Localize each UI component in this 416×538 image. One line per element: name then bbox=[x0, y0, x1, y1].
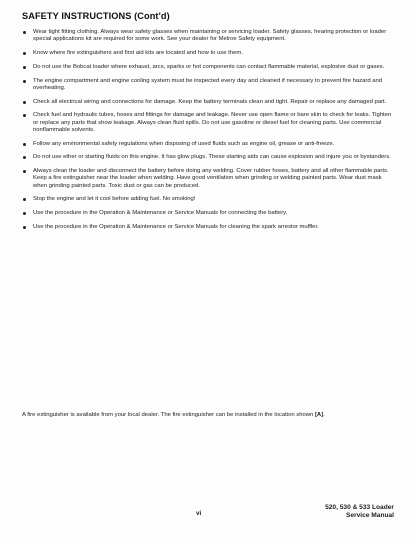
list-item bbox=[22, 112, 394, 134]
list-item bbox=[22, 196, 394, 203]
note-end: . bbox=[323, 412, 325, 418]
list-item bbox=[22, 99, 394, 106]
bullet-icon bbox=[23, 198, 26, 201]
note-text: A fire extinguisher is available from your local dealer. The fire extinguisher can be installed in the location shown bbox=[22, 412, 314, 418]
list-item-text: Know where fire extinguishers and first aid kits are located and how to use them. bbox=[33, 50, 243, 56]
list-item-text: The engine compartment and engine cooling system must be inspected every day and cleaned if necessary to prevent fire hazard and overheating. bbox=[33, 77, 383, 91]
list-item bbox=[22, 50, 394, 57]
list-item-text: Do not use the Bobcat loader where exhaust, arcs, sparks or hot components can contact flammable material, explosive dust or gases. bbox=[33, 63, 385, 70]
list-item bbox=[22, 64, 394, 71]
list-item-text: Check all electrical wiring and connections for damage. Keep the battery terminals clean and tight. Repair or replace any damaged part. bbox=[33, 98, 387, 105]
safety-instructions-list bbox=[22, 29, 394, 238]
list-item-text: Do not use ether or starting fluids on this engine. It has glow plugs. These starting aids can cause explosion and injure you or bystanders. bbox=[33, 154, 391, 161]
bullet-icon bbox=[23, 52, 26, 55]
fire-extinguisher-note bbox=[22, 412, 394, 419]
list-item bbox=[22, 29, 394, 43]
footer-manual: Service Manual bbox=[345, 511, 394, 519]
list-item-text: Follow any environmental safety regulations when disposing of used fluids such as engine oil, grease or anti-freeze. bbox=[33, 140, 335, 147]
list-item-text: Check fuel and hydraulic tubes, hoses and fittings for damage and leakage. Never use open flame or bare skin to check for leaks. Tighten or replace any parts that show leakage. Always clean fluid spills. Do not use gasoline or diesel fuel for cleaning parts. Use commercial nonflammable solvents. bbox=[33, 112, 392, 133]
footer-model: 520, 530 & 533 Loader bbox=[325, 504, 394, 511]
bullet-icon bbox=[23, 114, 26, 117]
section-heading: SAFETY INSTRUCTIONS (Cont'd) bbox=[22, 11, 170, 21]
list-item-text: Use the procedure in the Operation & Maintenance or Service Manuals for cleaning the spark arrestor muffler. bbox=[33, 223, 319, 230]
figure-reference: [A] bbox=[314, 412, 324, 418]
footer-title bbox=[325, 504, 394, 519]
bullet-icon bbox=[23, 80, 26, 83]
list-item bbox=[22, 154, 394, 161]
list-item bbox=[22, 168, 394, 190]
list-item-text: Use the procedure in the Operation & Maintenance or Service Manuals for connecting the battery. bbox=[33, 210, 288, 217]
page-number: vi bbox=[196, 510, 202, 517]
bullet-icon bbox=[23, 101, 26, 104]
list-item-text: Always clean the loader and disconnect the battery before doing any welding. Cover rubber hoses, battery and all other flammable parts. Keep a fire extinguisher near the loader when welding. Have good ventilation when grinding or welding painted parts. Wear dust mask when grinding painted parts. Toxic dust or gas can be produced. bbox=[33, 168, 389, 189]
bullet-icon bbox=[23, 226, 26, 229]
list-item bbox=[22, 78, 394, 92]
bullet-icon bbox=[23, 156, 26, 159]
bullet-icon bbox=[23, 212, 26, 215]
bullet-icon bbox=[23, 170, 26, 173]
list-item-text: Stop the engine and let it cool before adding fuel. No smoking! bbox=[33, 196, 196, 203]
list-item bbox=[22, 224, 394, 231]
list-item bbox=[22, 210, 394, 217]
list-item-text: Wear tight fitting clothing. Always wear safety glasses when maintaining or servicing loader. Safety glasses, hearing protection or loader special applications kit are required for some work. See your dealer for Melroe Safety equipment. bbox=[33, 29, 387, 43]
bullet-icon bbox=[23, 31, 26, 34]
bullet-icon bbox=[23, 143, 26, 146]
list-item bbox=[22, 141, 394, 148]
bullet-icon bbox=[23, 66, 26, 69]
